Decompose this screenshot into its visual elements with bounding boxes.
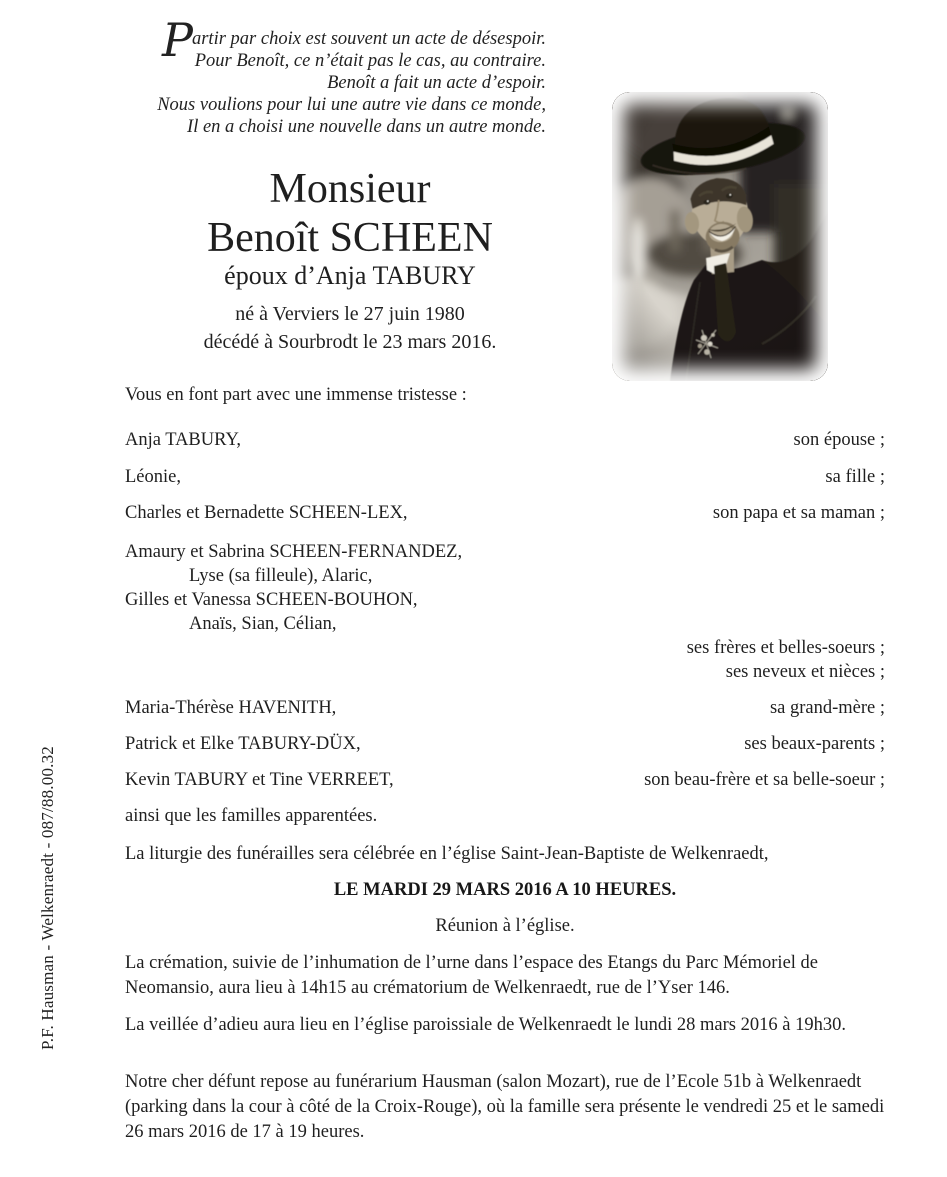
epigraph	[140, 13, 546, 138]
family-role: ses frères et belles-soeurs ;	[686, 638, 885, 658]
epigraph-line: Il en a choisi une nouvelle dans un autre monde.	[187, 117, 546, 137]
family-row	[125, 465, 885, 489]
portrait-photo-illustration	[612, 92, 828, 381]
birth-death-lines	[122, 301, 578, 356]
epigraph-line: Benoît a fait un acte d’espoir.	[327, 73, 546, 93]
family-role: son épouse ;	[793, 430, 885, 450]
epigraph-line: Nous voulions pour lui une autre vie dans ce monde,	[157, 95, 546, 115]
epigraph-line: Pour Benoît, ce n’était pas le cas, au contraire.	[194, 51, 546, 71]
family-name: Anja TABURY,	[125, 430, 242, 450]
cremation-paragraph: La crémation, suivie de l’inhumation de l’urne dans l’espace des Etangs du Parc Mémoriel de Neomansio, aura lieu à 14h15 au crématorium de Welkenraedt, rue de l’Yser 146.	[125, 953, 819, 998]
family-role: ses neveux et nièces ;	[725, 662, 885, 682]
family-role: ses beaux-parents ;	[744, 734, 885, 754]
family-name: Anaïs, Sian, Célian,	[189, 614, 337, 634]
deceased-name: Benoît SCHEEN	[207, 215, 493, 261]
family-closing: ainsi que les familles apparentées.	[125, 806, 378, 826]
death-line: décédé à Sourbrodt le 23 mars 2016.	[203, 330, 497, 353]
family-name: Amaury et Sabrina SCHEEN-FERNANDEZ,	[125, 542, 463, 562]
announcement-intro: Vous en font part avec une immense tristesse :	[125, 385, 467, 405]
epigraph-line-text: artir par choix est souvent un acte de désespoir.	[191, 29, 546, 49]
spouse-line: époux d’Anja TABURY	[224, 261, 476, 290]
family-role: sa grand-mère ;	[769, 698, 885, 718]
family-role: son beau-frère et sa belle-soeur ;	[644, 770, 885, 790]
family-row	[125, 732, 885, 756]
family-row	[125, 696, 885, 720]
repose-paragraph: Notre cher défunt repose au funérarium Hausman (salon Mozart), rue de l’Ecole 51b à Welkenraedt (parking dans la cour à côté de la Croix-Rouge), où la famille sera présente le vendredi 25 et le samedi 26 mars 2016 de 17 à 19 heures.	[125, 1072, 885, 1142]
family-name: Maria-Thérèse HAVENITH,	[125, 698, 337, 718]
family-name: Gilles et Vanessa SCHEEN-BOUHON,	[125, 590, 418, 610]
family-name: Lyse (sa filleule), Alaric,	[189, 566, 373, 586]
family-row	[125, 428, 885, 452]
family-name: Léonie,	[125, 467, 181, 487]
liturgy-line: La liturgie des funérailles sera célébrée en l’église Saint-Jean-Baptiste de Welkenraedt,	[125, 844, 769, 864]
family-role: son papa et sa maman ;	[712, 503, 885, 523]
portrait-photo	[612, 92, 828, 381]
birth-line: né à Verviers le 27 juin 1980	[235, 303, 465, 325]
family-name: Charles et Bernadette SCHEEN-LEX,	[125, 503, 408, 523]
salutation: Monsieur	[269, 166, 431, 212]
meeting-line: Réunion à l’église.	[435, 916, 575, 936]
vigil-paragraph: La veillée d’adieu aura lieu en l’église paroissiale de Welkenraedt le lundi 28 mars 2016 à 19h30.	[125, 1015, 846, 1035]
ceremony-date: LE MARDI 29 MARS 2016 A 10 HEURES.	[333, 880, 677, 900]
publisher-sideline: P.F. Hausman - Welkenraedt - 087/88.00.32	[38, 745, 57, 1051]
drop-cap-initial: P	[162, 13, 192, 67]
family-row	[125, 501, 885, 525]
family-row	[125, 768, 885, 792]
family-name: Kevin TABURY et Tine VERREET,	[125, 770, 394, 790]
family-name: Patrick et Elke TABURY-DÜX,	[125, 734, 361, 754]
family-role: sa fille ;	[825, 467, 885, 487]
